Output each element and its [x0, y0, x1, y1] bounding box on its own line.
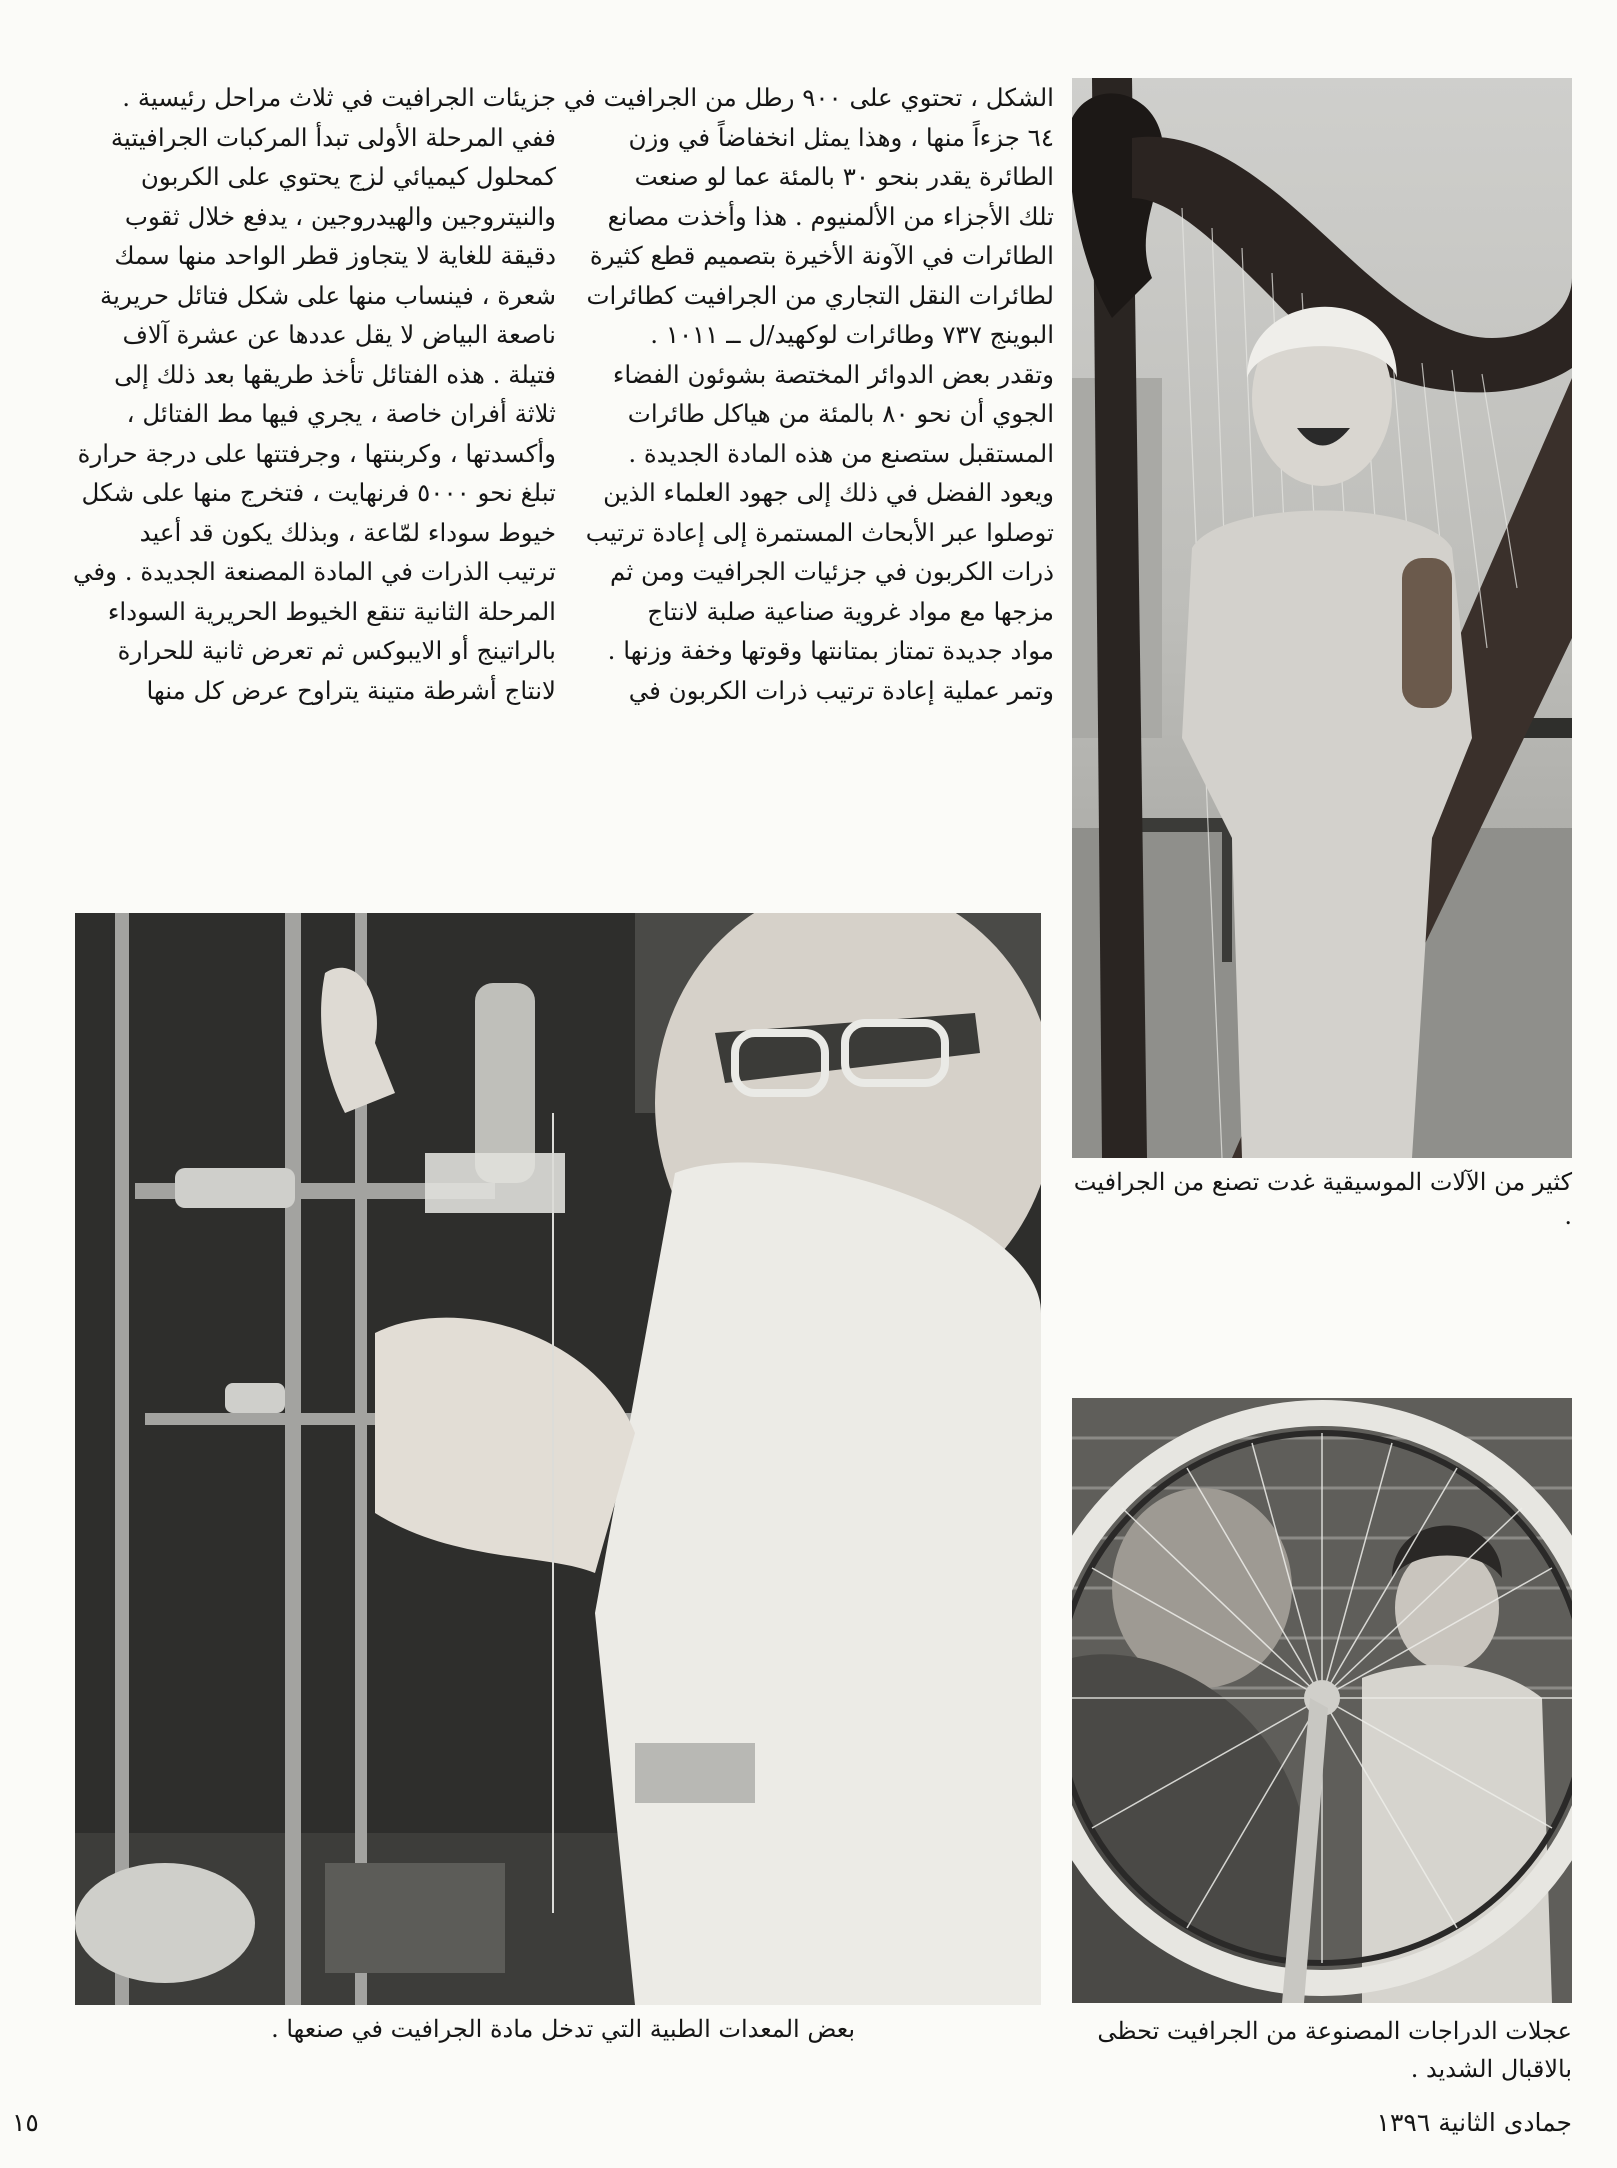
article-column-right [548, 78, 1054, 710]
text-line: دقيقة للغاية لا يتجاوز قطر الواحد منها سمك [114, 241, 556, 270]
article-column-left [58, 78, 556, 710]
text-line: الطائرة يقدر بنحو ٣٠ بالمئة عما لو صنعت [634, 162, 1054, 191]
text-line: كمحلول كيميائي لزج يحتوي على الكربون [140, 162, 556, 191]
text-line: والنيتروجين والهيدروجين ، يدفع خلال ثقوب [124, 201, 556, 231]
lab-equipment-photo [75, 913, 1041, 2005]
lab-photo-caption: بعض المعدات الطبية التي تدخل مادة الجرافيت في صنعها . [271, 2015, 855, 2043]
page-number: ١٥ [12, 2108, 39, 2137]
text-line: شعرة ، فينساب منها على شكل فتائل حريرية [100, 280, 556, 310]
text-line: خيوط سوداء لمّاعة ، وبذلك يكون قد أعيد [139, 517, 556, 547]
harp-photo [1072, 78, 1572, 1158]
text-line: توصلوا عبر الأبحاث المستمرة إلى إعادة ترتيب [585, 517, 1054, 547]
harp-photo-caption: كثير من الآلات الموسيقية غدت تصنع من الجرافيت . [1073, 1168, 1572, 1230]
text-line: وتمر عملية إعادة ترتيب ذرات الكربون في [628, 675, 1054, 705]
text-line: الطائرات في الآونة الأخيرة بتصميم قطع كثيرة [589, 241, 1054, 270]
bicycle-wheel-photo [1072, 1398, 1572, 2003]
text-line: فتيلة . هذه الفتائل تأخذ طريقها بعد ذلك إلى [114, 359, 556, 389]
text-line: ترتيب الذرات في المادة المصنعة الجديدة . وفي [73, 557, 556, 586]
text-line: جزيئات الجرافيت في ثلاث مراحل رئيسية . [122, 83, 556, 112]
text-line: بالراتينج أو الايبوكس ثم تعرض ثانية للحرارة [117, 636, 556, 665]
text-line: الجوي أن نحو ٨٠ بالمئة من هياكل طائرات [627, 399, 1054, 428]
issue-date: جمادى الثانية ١٣٩٦ [1376, 2108, 1572, 2137]
caption-line: بالاقبال الشديد . [1410, 2055, 1572, 2083]
text-line: تبلغ نحو ٥٠٠٠ فرنهايت ، فتخرج منها على شكل [81, 478, 556, 507]
caption-line: عجلات الدراجات المصنوعة من الجرافيت تحظى [1097, 2017, 1572, 2045]
text-line: البوينج ٧٣٧ وطائرات لوكهيد/ل ــ ١٠١١ . [650, 320, 1054, 349]
text-line: ذرات الكربون في جزئيات الجرافيت ومن ثم [610, 557, 1054, 586]
text-line: لطائرات النقل التجاري من الجرافيت كطائرات [586, 280, 1054, 310]
text-line: وتقدر بعض الدوائر المختصة بشوئون الفضاء [612, 359, 1054, 389]
text-line: ويعود الفضل في ذلك إلى جهود العلماء الذين [603, 478, 1054, 507]
text-line: ٦٤ جزءاً منها ، وهذا يمثل انخفاضاً في وزن [628, 122, 1054, 152]
text-line: مواد جديدة تمتاز بمتانتها وقوتها وخفة وزنها . [607, 636, 1054, 665]
text-line: وأكسدتها ، وكربنتها ، وجرفتتها على درجة حرارة [77, 438, 556, 468]
text-line: المستقبل ستصنع من هذه المادة الجديدة . [628, 438, 1054, 468]
text-line: ناصعة البياض لا يقل عددها عن عشرة آلاف [122, 320, 556, 349]
text-line: ثلاثة أفران خاصة ، يجري فيها مط الفتائل ، [126, 399, 556, 428]
bicycle-photo-caption [1072, 2012, 1572, 2088]
text-line: مزجها مع مواد غروية صناعية صلبة لانتاج [647, 596, 1054, 626]
text-line: لانتاج أشرطة متينة يتراوح عرض كل منها [146, 675, 556, 705]
text-line: المرحلة الثانية تنقع الخيوط الحريرية السوداء [107, 596, 556, 626]
text-line: الشكل ، تحتوي على ٩٠٠ رطل من الجرافيت في [563, 83, 1054, 112]
text-line: ففي المرحلة الأولى تبدأ المركبات الجرافيتية [110, 122, 556, 152]
text-line: تلك الأجزاء من الألمنيوم . هذا وأخذت مصانع [607, 201, 1054, 231]
